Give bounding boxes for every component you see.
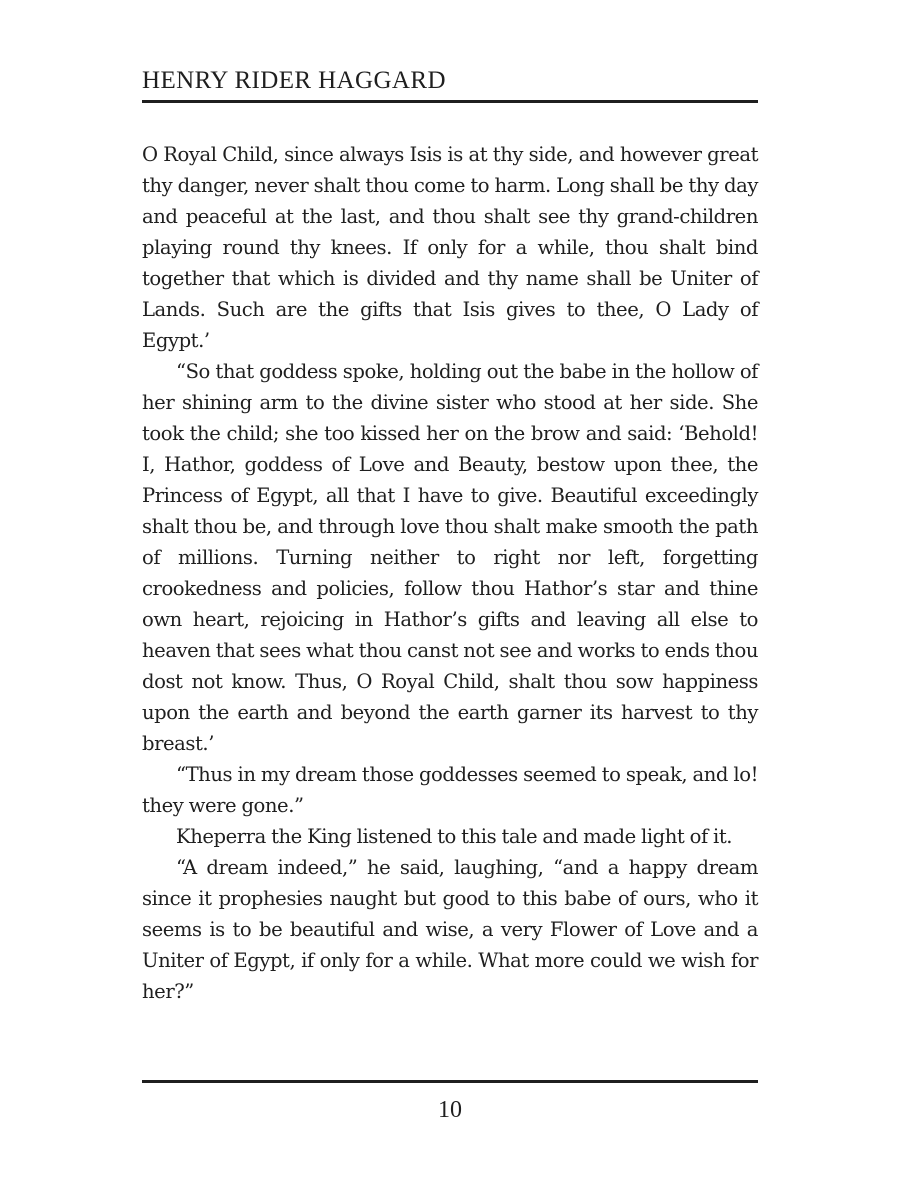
- page-body-text: [142, 139, 758, 1007]
- paragraph-hathor-speech: “So that goddess spoke, holding out the babe in the hollow of her shining arm to the divine sister who stood at her side. She took the child; she too kissed her on the brow and said: ‘Behold! I, Hathor, goddess of Love and Beauty, bestow upon thee, the Princess of Egypt, all that I have to give. Beautiful exceedingly shalt thou be, and through love thou shalt make smooth the path of millions. Turning neither to right nor left, forgetting crookedness and policies, follow thou Hathor’s star and thine own heart, rejoicing in Hathor’s gifts and leaving all else to heaven that sees what thou canst not see and works to ends thou dost not know. Thus, O Royal Child, shalt thou sow happiness upon the earth and beyond the earth garner its harvest to thy breast.’: [142, 360, 758, 755]
- paragraph-king-reply: “A dream indeed,” he said, laughing, “and a happy dream since it prophesies naught but good to this babe of ours, who it seems is to be beautiful and wise, a very Flower of Love and a Uniter of Egypt, if only for a while. What more could we wish for her?”: [142, 856, 758, 1003]
- running-head-author: HENRY RIDER HAGGARD: [142, 67, 446, 94]
- footer-rule: [142, 1080, 758, 1083]
- paragraph-dream-end: “Thus in my dream those goddesses seemed to speak, and lo! they were gone.”: [142, 763, 758, 817]
- paragraph-continuation: O Royal Child, since always Isis is at thy side, and however great thy danger, never shalt thou come to harm. Long shall be thy day and peaceful at the last, and thou shalt see thy grand-children playing round thy knees. If only for a while, thou shalt bind together that which is divided and thy name shall be Uniter of Lands. Such are the gifts that Isis gives to thee, O Lady of Egypt.’: [142, 143, 758, 352]
- page-number: 10: [438, 1097, 462, 1123]
- header-rule: [142, 100, 758, 103]
- paragraph-kheperra-listened: Kheperra the King listened to this tale and made light of it.: [176, 825, 733, 848]
